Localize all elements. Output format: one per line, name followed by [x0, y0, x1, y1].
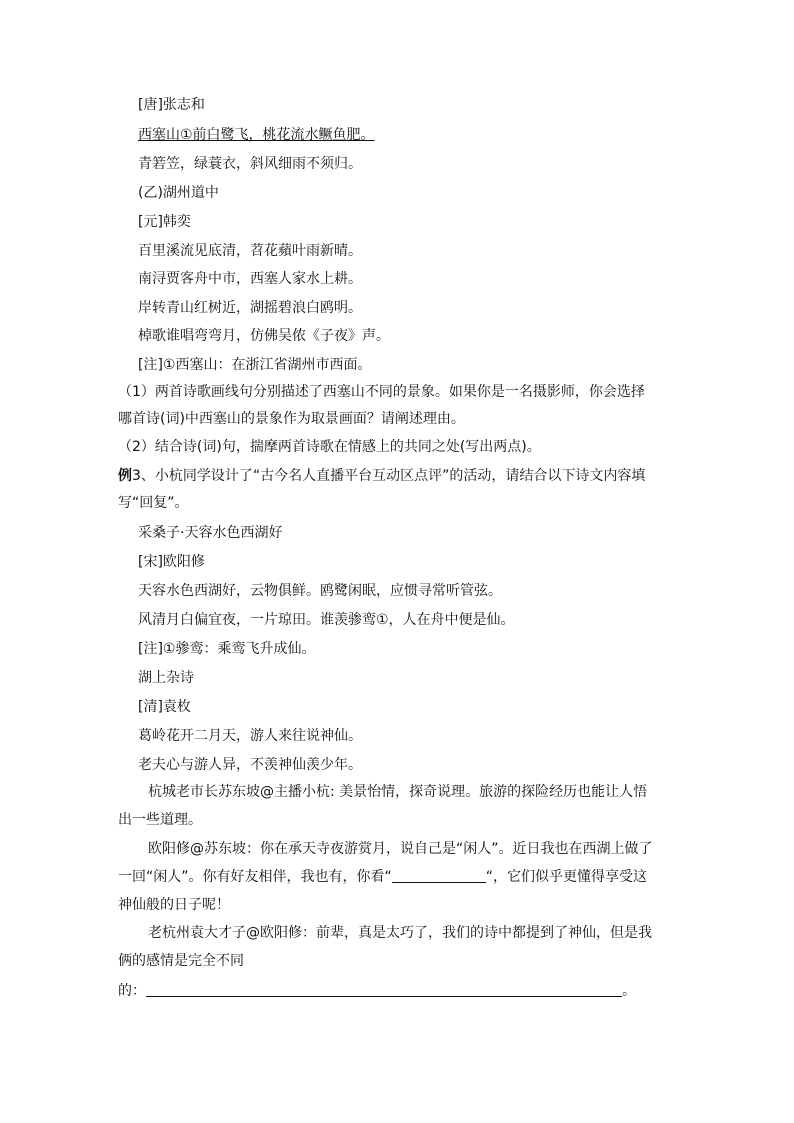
poem-d-line: 老夫心与游人异，不羡神仙羡少年。 — [138, 757, 362, 773]
poem-b-note: [注]①西塞山：在浙江省湖州市西面。 — [138, 357, 372, 373]
dialogue-su-dongpo-cont: 出一些道理。 — [118, 812, 202, 828]
poem-a-underlined-line: 西塞山①前白鹭飞，桃花流水鳜鱼肥。 — [138, 127, 375, 143]
poem-c-author: [宋]欧阳修 — [138, 554, 205, 570]
question-1: （1）两首诗歌画线句分别描述了西塞山不同的景象。如果你是一名摄影师，你会选择 — [118, 384, 645, 400]
poem-b-author: [元]韩奕 — [138, 214, 191, 230]
dialogue-ouyang-xiu-end: 神仙般的日子呢！ — [118, 897, 230, 913]
dialogue-ouyang-xiu-cont: 一回“闲人”。你有好友相伴，我也有，你看“ “，它们似乎更懂得享受这 — [118, 869, 648, 885]
poem-b-line: 棹歌谁唱弯弯月，仿佛吴侬《子夜》声。 — [138, 328, 390, 344]
dialogue-su-dongpo: 杭城老市长苏东坡@主播小杭: 美景怡情，探奇说理。旅游的探险经历也能让人悟 — [148, 784, 648, 800]
answer-blank-2[interactable] — [146, 982, 622, 997]
poem-d-title: 湖上杂诗 — [138, 670, 194, 686]
poem-a-author: [唐]张志和 — [138, 97, 205, 113]
dialogue-yuan-mei-answer: 的： 。 — [118, 983, 636, 999]
question-1-cont: 哪首诗(词)中西塞山的景象作为取景画面？请阐述理由。 — [118, 411, 465, 427]
poem-b-line: 南浔贾客舟中市，西塞人家水上耕。 — [138, 271, 362, 287]
dialogue-ouyang-xiu: 欧阳修@苏东坡：你在承天寺夜游赏月，说自己是“闲人”。近日我也在西湖上做了 — [148, 841, 653, 857]
question-2: （2）结合诗(词)句，揣摩两首诗歌在情感上的共同之处(写出两点)。 — [118, 439, 541, 455]
poem-b-title: (乙)湖州道中 — [138, 185, 219, 201]
example-3-intro-cont: 写“回复”。 — [118, 495, 189, 511]
example-3-intro: 例3、小杭同学设计了“古今名人直播平台互动区点评”的活动，请结合以下诗文内容填 — [118, 468, 646, 484]
poem-c-title: 采桑子·天容水色西湖好 — [138, 525, 283, 541]
poem-b-line: 岸转青山红树近，湖摇碧浪白鸥明。 — [138, 300, 362, 316]
poem-d-author: [清]袁枚 — [138, 699, 191, 715]
poem-c-note: [注]①骖鸾：乘鸾飞升成仙。 — [138, 641, 316, 657]
poem-c-line: 风清月白偏宜夜，一片琼田。谁羡骖鸾①，人在舟中便是仙。 — [138, 612, 515, 628]
poem-b-line: 百里溪流见底清，苕花蘋叶雨新晴。 — [138, 243, 362, 259]
poem-a-line: 青箬笠，绿蓑衣，斜风细雨不须归。 — [138, 156, 362, 172]
answer-blank-1[interactable] — [392, 868, 486, 883]
dialogue-yuan-mei-cont: 俩的感情是完全不同 — [118, 953, 244, 969]
dialogue-yuan-mei: 老杭州袁大才子@欧阳修：前辈，真是太巧了，我们的诗中都提到了神仙，但是我 — [148, 925, 652, 941]
example-label: 例 — [118, 468, 132, 484]
poem-d-line: 葛岭花开二月天，游人来往说神仙。 — [138, 728, 362, 744]
poem-c-line: 天容水色西湖好，云物俱鲜。鸥鹭闲眠，应惯寻常听管弦。 — [138, 583, 502, 599]
